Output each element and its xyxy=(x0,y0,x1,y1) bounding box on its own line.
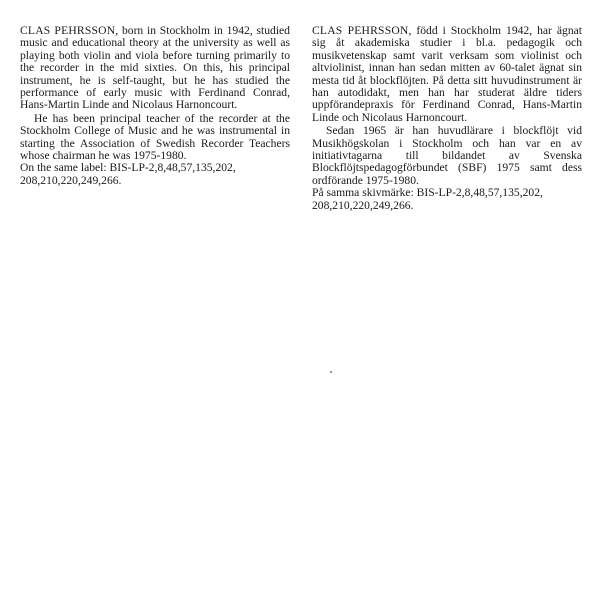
swedish-catalog-line-2: 208,210,220,249,266. xyxy=(312,198,414,212)
english-catalog-line-2: 208,210,220,249,266. xyxy=(20,173,122,187)
swedish-column xyxy=(312,25,582,212)
swedish-artist-name: CLAS PEHRSSON xyxy=(312,24,409,37)
english-bio-paragraph-1 xyxy=(20,25,290,112)
swedish-catalog-line-1: På samma skivmärke: BIS-LP-2,8,48,57,135,202, xyxy=(312,186,543,200)
swedish-bio-text-1: , född i Stockholm 1942, har ägnat sig åt akademiska studier i bl.a. pedagogik och musikvetenskap samt varit verksam som violinist och altviolinist, innan han sedan mitten av 60-talet ägnat sin mesta tid åt blockflöjten. På detta sitt huvudinstrument är han autodidakt, men han har studerat äldre tiders uppförandepraxis för Ferdinand Conrad, Hans-Martin Linde och Nicolaus Harnoncourt. xyxy=(312,24,582,124)
english-artist-name: CLAS PEHRSSON xyxy=(20,24,116,37)
swedish-bio-paragraph-2: Sedan 1965 är han huvudlärare i blockflöjt vid Musikhögskolan i Stockholm och han var en av initiativtagarna till bildandet av Svenska Blockflöjtspedagogförbundet (SBF) 1975 samt dess ordförande 1975-1980. xyxy=(312,124,582,187)
english-catalog-line-1: On the same label: BIS-LP-2,8,48,57,135,202, xyxy=(20,161,236,175)
english-column xyxy=(20,25,290,187)
swedish-bio-paragraph-1 xyxy=(312,25,582,124)
print-speck xyxy=(330,371,332,373)
english-bio-text-1: , born in Stockholm in 1942, studied music and educational theory at the university as well as playing both violin and viola before turning primarily to the recorder in the mid sixties. On this, his principal instrument, he is self-taught, but he has studied the performance of early music with Ferdinand Conrad, Hans-Martin Linde and Nicolaus Harnoncourt. xyxy=(20,24,290,112)
english-bio-paragraph-2: He has been principal teacher of the recorder at the Stockholm College of Music and he was instrumental in starting the Association of Swedish Recorder Teachers whose chairman he was 1975-1980. xyxy=(20,111,290,163)
